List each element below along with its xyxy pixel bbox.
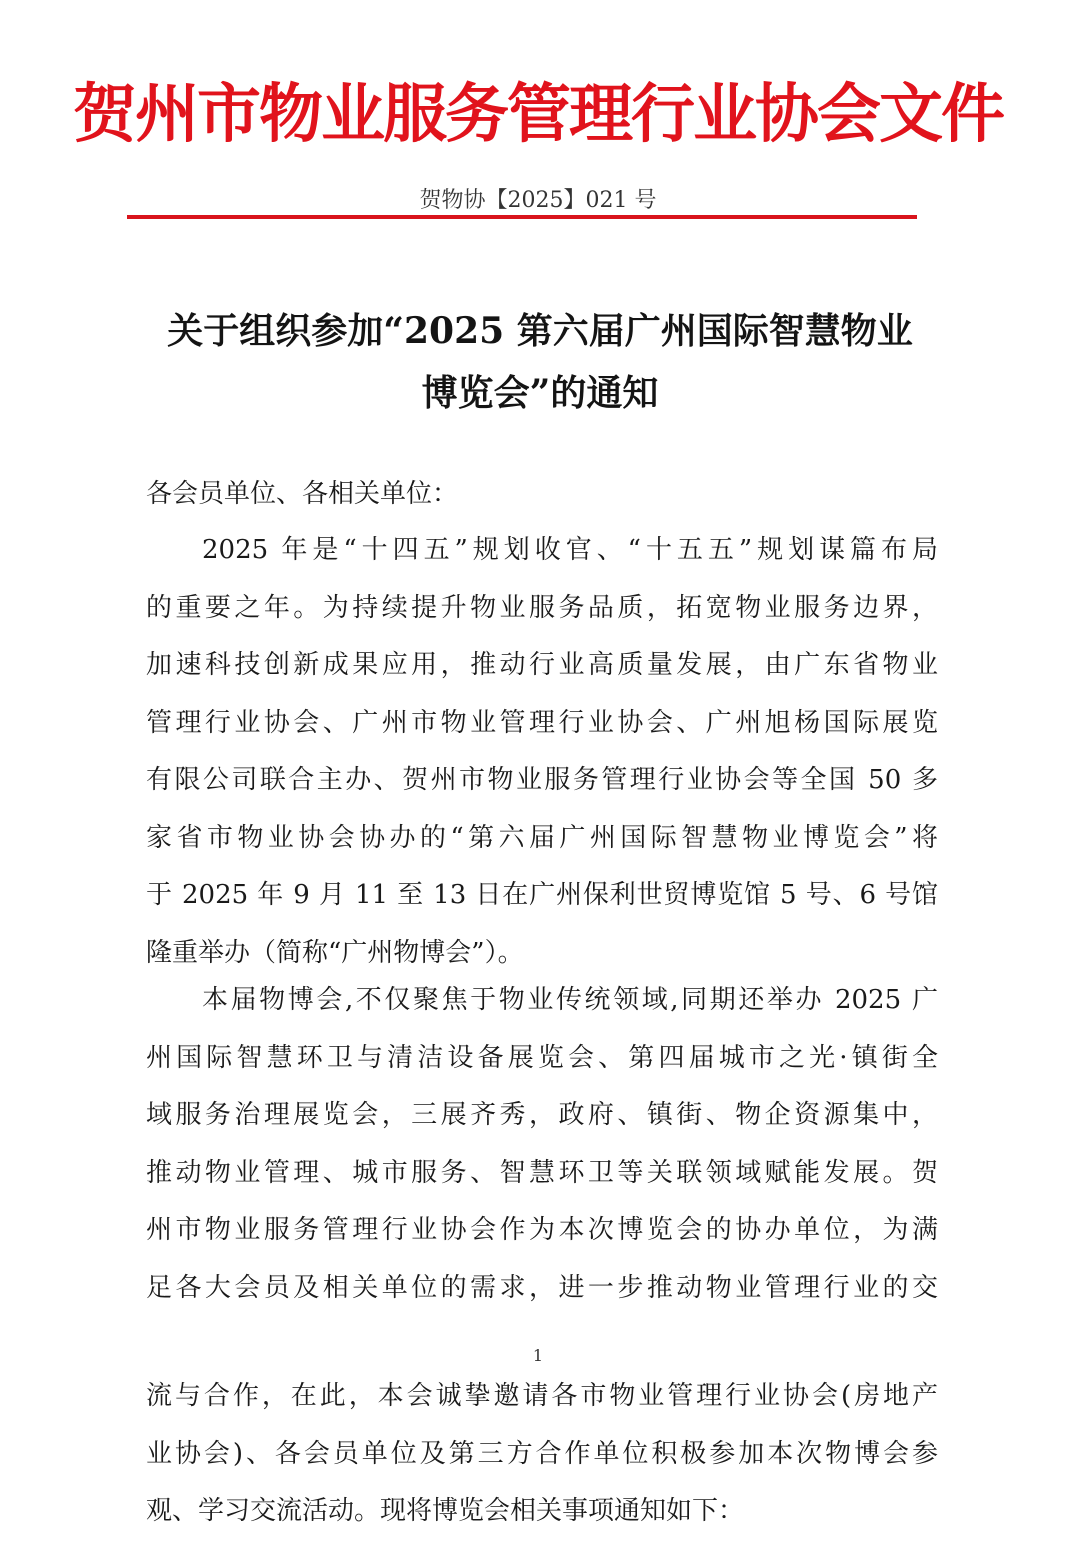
continuation-line: 业协会)、各会员单位及第三方合作单位积极参加本次物博会参 <box>146 1438 938 1469</box>
paragraph-1-line: 有限公司联合主办、贺州市物业服务管理行业协会等全国 50 多 <box>146 765 938 795</box>
notice-title <box>140 300 940 424</box>
paragraph-1-line: 加速科技创新成果应用，推动行业高质量发展，由广东省物业 <box>146 650 938 680</box>
continuation-line: 流与合作，在此，本会诚挚邀请各市物业管理行业协会(房地产 <box>146 1381 938 1411</box>
paragraph-1-line: 的重要之年。为持续提升物业服务品质，拓宽物业服务边界， <box>146 592 938 623</box>
document-number: 贺物协【2025】021 号 <box>419 188 657 213</box>
paragraph-1-line: 管理行业协会、广州市物业管理行业协会、广州旭杨国际展览 <box>146 707 938 738</box>
paragraph-2-line: 域服务治理展览会，三展齐秀，政府、镇街、物企资源集中， <box>146 1100 938 1130</box>
notice-title-line-1: 关于组织参加“2025 第六届广州国际智慧物业 <box>167 310 913 352</box>
paragraph-2-line: 州市物业服务管理行业协会作为本次博览会的协办单位，为满 <box>146 1215 938 1245</box>
paragraph-1-line: 家省市物业协会协办的“第六届广州国际智慧物业博览会”将 <box>146 822 938 853</box>
paragraph-1 <box>146 522 938 982</box>
paragraph-1-line: 2025 年是“十四五”规划收官、“十五五”规划谋篇布局 <box>202 535 938 565</box>
paragraph-2-line: 本届物博会,不仅聚焦于物业传统领域,同期还举办 2025 广 <box>202 985 938 1015</box>
paragraph-1-line: 隆重举办（简称“广州物博会”）。 <box>146 937 524 968</box>
paragraph-1-line: 于 2025 年 9 月 11 至 13 日在广州保利世贸博览馆 5 号、6 号馆 <box>146 880 938 910</box>
document-header-title: 贺州市物业服务管理行业协会文件 <box>73 78 1003 152</box>
paragraph-2-line: 推动物业管理、城市服务、智慧环卫等关联领域赋能发展。贺 <box>146 1157 938 1188</box>
paragraph-2 <box>146 972 938 1317</box>
page-number: 1 <box>532 1346 544 1365</box>
paragraph-2-line: 州国际智慧环卫与清洁设备展览会、第四届城市之光·镇街全 <box>146 1042 938 1073</box>
paragraph-continuation <box>146 1368 938 1541</box>
header-red-rule <box>127 215 917 219</box>
salutation: 各会员单位、各相关单位： <box>146 479 459 509</box>
notice-title-line-2: 博览会”的通知 <box>421 372 659 414</box>
paragraph-2-line: 足各大会员及相关单位的需求，进一步推动物业管理行业的交 <box>146 1272 938 1303</box>
continuation-line: 观、学习交流活动。现将博览会相关事项通知如下： <box>146 1496 745 1526</box>
